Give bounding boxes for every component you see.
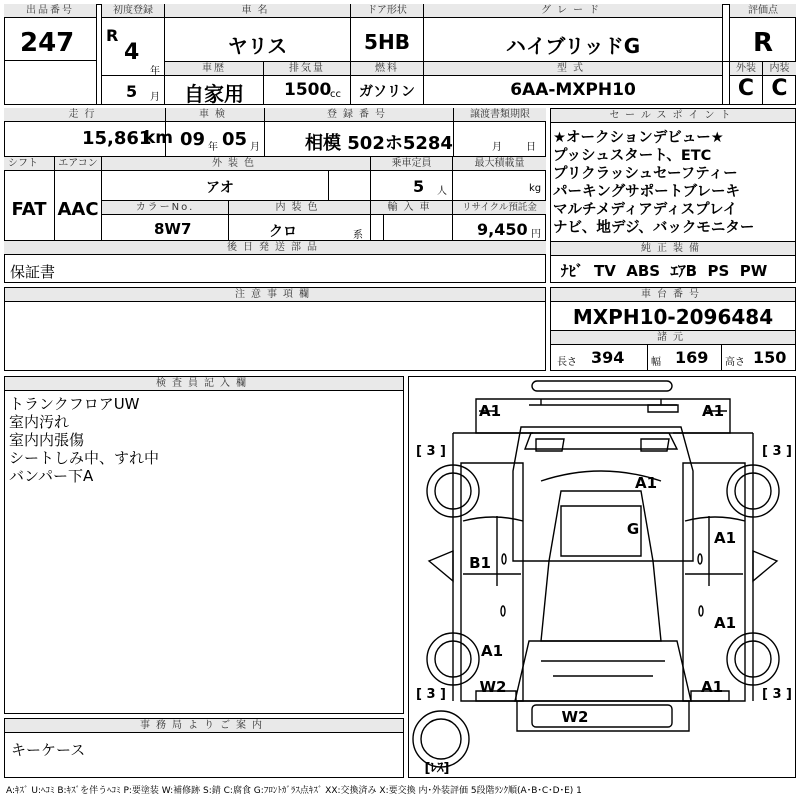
tire-label: [ 3 ] — [416, 687, 446, 702]
grade-cell — [424, 4, 723, 62]
car-name-label: 車名 — [165, 4, 350, 18]
fuel: ガソリン — [359, 84, 415, 100]
inspector-box — [4, 376, 404, 714]
damage-diagram-box — [408, 376, 796, 778]
chassis-label: 車台番号 — [551, 288, 795, 302]
inspection-cell: 車検 09 年 05 月 — [166, 108, 265, 156]
color-number: 8W7 — [154, 220, 192, 238]
inspection-label: 車検 — [166, 108, 264, 122]
legend: A:ｷｽﾞ U:ﾍｺﾐ B:ｷｽﾞを伴うﾍｺﾐ P:要塗装 W:補修跡 S:錆 C:腐食 G:ﾌﾛﾝﾄｶﾞﾗｽ点ｷｽﾞ XX:交換済み X:要交換 内･外装評価 5段階ﾗﾝｸ順(A･B･C･D･E) 1 — [6, 786, 582, 796]
equipment-item: ABS — [626, 262, 661, 280]
fuel-cell — [351, 62, 424, 105]
sales-point: プリクラッシュセーフティー — [553, 166, 738, 182]
lot-number-cell — [4, 4, 97, 105]
office-box — [4, 718, 404, 778]
damage-mark: G — [626, 520, 640, 538]
car-name-cell — [165, 4, 351, 62]
int-color-cell: 内装色 クロ 系 — [229, 201, 371, 240]
ac-label: エアコン — [55, 157, 101, 171]
equipment-list — [561, 260, 767, 281]
sales-point: プッシュスタート、ETC — [553, 148, 712, 164]
import-label: 輸入車 — [371, 201, 452, 215]
inspection-year: 09 — [180, 129, 206, 150]
tire-label: [ﾚｽ] — [424, 761, 450, 776]
damage-mark: B1 — [469, 554, 491, 572]
exterior-label: 外装 — [730, 62, 762, 76]
damage-mark: W2 — [479, 678, 507, 696]
lot-number-label: 出品番号 — [4, 4, 96, 18]
mileage-cell: 走行 15,861 km — [4, 108, 166, 156]
load-label: 最大積載量 — [453, 157, 546, 171]
later-shipment-label: 後日発送部品 — [4, 241, 546, 255]
era: R — [106, 26, 119, 45]
door-type: 5HB — [364, 30, 410, 54]
interior-cell — [763, 62, 796, 105]
fuel-label: 燃料 — [351, 62, 423, 76]
sales-point: パーキングサポートブレーキ — [553, 184, 741, 200]
ac-cell — [55, 157, 102, 240]
inspector-label: 検査員記入欄 — [5, 377, 403, 391]
load-cell: 最大積載量 kg — [453, 157, 546, 200]
height: 150 — [753, 348, 787, 367]
car-damage-diagram — [409, 377, 797, 779]
grade: ハイブリッドG — [505, 34, 641, 58]
inspection-month: 05 — [222, 129, 248, 150]
score: R — [752, 28, 774, 58]
history-label: 車歴 — [165, 62, 263, 76]
damage-mark: A1 — [700, 678, 724, 696]
damage-mark: A1 — [480, 642, 504, 660]
score-label: 評価点 — [730, 4, 796, 18]
recycle-deposit: 9,450 — [477, 220, 528, 239]
interior-score: C — [771, 76, 788, 101]
equipment-section — [551, 242, 795, 282]
displacement-label: 排気量 — [264, 62, 350, 76]
notes-label: 注意事項欄 — [5, 288, 545, 302]
later-shipment-cell — [4, 241, 546, 283]
spec-label: 諸元 — [551, 331, 795, 345]
history-cell — [165, 62, 264, 105]
mileage: 15,861 — [82, 128, 152, 149]
color-label: 外装色 — [102, 157, 370, 171]
capacity-label: 乗車定員 — [371, 157, 452, 171]
registration-year: 4 — [124, 40, 140, 65]
damage-mark: A1 — [634, 474, 658, 492]
inspector-line: トランクフロアUW — [9, 395, 140, 413]
exterior-color: アオ — [206, 180, 234, 196]
interior-label: 内装 — [763, 62, 796, 76]
history: 自家用 — [184, 82, 244, 106]
equipment-item: PS — [707, 262, 730, 280]
tire-label: [ 3 ] — [416, 444, 446, 459]
sales-point: ★オークションデビュー★ — [553, 130, 724, 146]
office-text: キーケース — [11, 741, 86, 759]
model-cell — [424, 62, 723, 105]
displacement-cell: 排気量 1500 cc — [264, 62, 351, 105]
air-conditioner: AAC — [57, 199, 99, 220]
capacity-cell: 乗車定員 5 人 — [371, 157, 453, 200]
damage-mark: A1 — [713, 529, 737, 547]
equipment-item: TV — [593, 262, 616, 280]
int-color-label: 内装色 — [229, 201, 370, 215]
grade-label: グレード — [424, 4, 722, 18]
door-cell — [351, 4, 424, 62]
damage-mark: A1 — [701, 402, 725, 420]
tire-label: [ 3 ] — [762, 444, 792, 459]
model: 6AA-MXPH10 — [510, 80, 636, 100]
mileage-label: 走行 — [4, 108, 165, 122]
damage-mark: W2 — [561, 708, 589, 726]
sales-points-box — [550, 108, 796, 283]
inspector-notes — [9, 395, 159, 485]
transfer-cell: 譲渡書類期限 月 日 — [454, 108, 546, 156]
color-cell — [102, 157, 371, 200]
exterior-score: C — [737, 76, 755, 101]
sales-points-list — [553, 129, 754, 237]
transfer-label: 譲渡書類期限 — [454, 108, 546, 122]
displacement: 1500 — [284, 80, 332, 100]
chassis-number: MXPH10-2096484 — [572, 305, 774, 329]
door-label: ドア形状 — [351, 4, 423, 18]
sales-points-label: セールスポイント — [551, 109, 795, 123]
interior-color: クロ — [269, 224, 297, 240]
lot-number: 247 — [20, 28, 75, 58]
sales-point: マルチメディアディスプレイ — [553, 202, 738, 218]
equipment-label: 純正装備 — [551, 242, 795, 256]
equipment-item: ｴｱB — [670, 262, 698, 280]
inspector-line: 室内内張傷 — [9, 431, 85, 449]
damage-mark: A1 — [713, 614, 737, 632]
color-no-cell — [102, 201, 229, 240]
shift-cell — [4, 157, 55, 240]
recycle-label: リサイクル預託金 — [453, 201, 546, 215]
plate-label: 登録番号 — [265, 108, 453, 122]
equipment-item: ﾅﾋﾞ — [561, 262, 584, 280]
damage-mark: A1 — [478, 402, 502, 420]
inspector-line: 室内汚れ — [9, 413, 70, 431]
shift: FAT — [11, 199, 47, 220]
capacity: 5 — [413, 177, 425, 196]
color-no-label: カラーNo. — [102, 201, 228, 215]
chassis-box: 車台番号 MXPH10-2096484 諸元 長さ 394 幅 169 高さ 150 — [550, 287, 796, 371]
notes-box — [4, 287, 546, 371]
car-name: ヤリス — [227, 34, 288, 58]
import-cell — [371, 201, 453, 240]
plate-number: 相模 502ホ5284 — [305, 133, 453, 154]
tire-label: [ 3 ] — [762, 687, 792, 702]
registration-month: 5 — [126, 82, 138, 101]
width: 169 — [675, 348, 709, 367]
score-cell — [729, 4, 796, 62]
equipment-item: PW — [739, 262, 768, 280]
sales-point: ナビ、地デジ、バックモニター — [553, 220, 755, 236]
inspector-line: シートしみ中、すれ中 — [9, 449, 160, 467]
first-registration-cell: 初度登録 R 4 年 5 月 — [101, 4, 165, 105]
length: 394 — [591, 348, 625, 367]
office-label: 事務局よりご案内 — [5, 719, 403, 733]
recycle-cell: リサイクル預託金 9,450 円 — [453, 201, 546, 240]
inspector-line: バンパー下A — [9, 467, 94, 485]
first-registration-label: 初度登録 — [102, 4, 164, 18]
plate-cell — [265, 108, 454, 156]
model-label: 型式 — [424, 62, 722, 76]
later-shipment: 保証書 — [10, 263, 56, 281]
shift-label: シフト — [4, 157, 54, 171]
exterior-cell — [729, 62, 763, 105]
